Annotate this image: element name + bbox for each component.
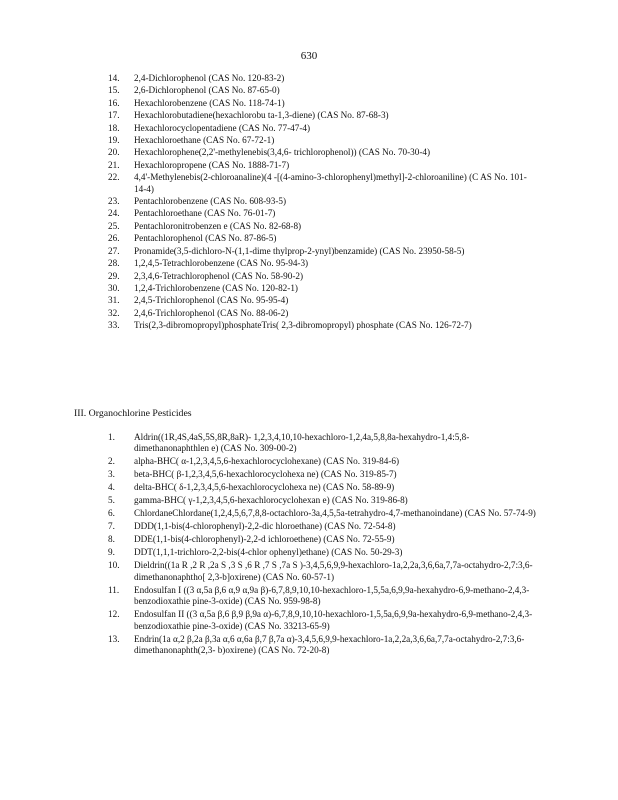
- list-item: [108, 123, 538, 134]
- list-item: [108, 147, 538, 158]
- list-item: [108, 521, 540, 532]
- item-text: Hexachlorobenzene (CAS No. 118-74-1): [134, 97, 285, 108]
- item-number: 18.: [108, 122, 120, 133]
- item-number: 1.: [108, 432, 115, 442]
- item-text: Pronamide(3,5-dichloro-N-(1,1-dime thylprop-2-ynyl)benzamide) (CAS No. 23950-58-5): [134, 245, 465, 256]
- list-item: [108, 432, 540, 455]
- item-text: 2,3,4,6-Tetrachlorophenol (CAS No. 58-90-2): [134, 270, 304, 281]
- item-text: Hexachlorocyclopentadiene (CAS No. 77-47-4): [134, 122, 311, 133]
- list-item: [108, 258, 538, 269]
- item-text: 1,2,4,5-Tetrachlorobenzene (CAS No. 95-94-3): [134, 258, 309, 269]
- item-number: 33.: [108, 320, 120, 331]
- list-item: [108, 560, 540, 583]
- item-text: Hexachloropropene (CAS No. 1888-71-7): [134, 159, 290, 170]
- list-item: [108, 208, 538, 219]
- item-number: 32.: [108, 307, 120, 318]
- item-text: 2,4,6-Trichlorophenol (CAS No. 88-06-2): [134, 307, 289, 318]
- item-number: 16.: [108, 97, 120, 108]
- item-number: 15.: [108, 85, 120, 96]
- list-item: [108, 508, 540, 519]
- item-text: Tris(2,3-dibromopropyl)phosphateTris( 2,3-dibromopropyl) phosphate (CAS No. 126-72-7): [134, 320, 472, 331]
- item-number: 28.: [108, 258, 120, 269]
- list-item: [108, 85, 538, 96]
- list-item: [108, 172, 538, 195]
- list-item: [108, 634, 540, 657]
- item-number: 22.: [108, 172, 120, 183]
- list-item: [108, 534, 540, 545]
- item-text: Endosulfan I ((3 α,5a β,6 α,9 α,9a β)-6,7,8,9,10,10-hexachloro-1,5,5a,6,9,9a-hexahydro-6,9-methano-2,4,3-benzodioxathie pine-3-oxide) (CAS No. 959-98-8): [134, 584, 530, 607]
- list-item: [108, 98, 538, 109]
- pesticide-list: [108, 432, 540, 658]
- item-text: beta-BHC( β-1,2,3,4,5,6-hexachlorocyclohexa ne) (CAS No. 319-85-7): [134, 469, 397, 480]
- item-number: 9.: [108, 547, 115, 558]
- item-number: 29.: [108, 270, 120, 281]
- item-number: 2.: [108, 456, 115, 467]
- item-number: 14.: [108, 73, 120, 83]
- item-text: gamma-BHC( γ-1,2,3,4,5,6-hexachlorocyclohexan e) (CAS No. 319-86-8): [134, 495, 408, 506]
- item-text: Pentachlorophenol (CAS No. 87-86-5): [134, 233, 277, 244]
- list-item: [108, 320, 538, 331]
- compound-list: [108, 73, 538, 333]
- list-item: [108, 160, 538, 171]
- item-number: 5.: [108, 495, 115, 506]
- item-number: 30.: [108, 282, 120, 293]
- item-number: 23.: [108, 196, 120, 207]
- item-number: 3.: [108, 469, 115, 480]
- item-text: Hexachlorobutadiene(hexachlorobu ta-1,3-diene) (CAS No. 87-68-3): [134, 110, 389, 121]
- item-text: DDD(1,1-bis(4-chlorophenyl)-2,2-dic hloroethane) (CAS No. 72-54-8): [134, 521, 396, 532]
- list-item: [108, 110, 538, 121]
- item-text: DDT(1,1,1-trichloro-2,2-bis(4-chlor ophenyl)ethane) (CAS No. 50-29-3): [134, 547, 403, 558]
- list-item: [108, 283, 538, 294]
- item-number: 25.: [108, 220, 120, 231]
- item-number: 10.: [108, 560, 120, 571]
- item-text: Dieldrin((1a R ,2 R ,2a S ,3 S ,6 R ,7 S ,7a S )-3,4,5,6,9,9-hexachloro-1a,2,2a,3,6,6a,7,7a-octahydro-2,7:3,6-dimethanonaphtho[ 2,3-b]oxirene) (CAS No. 60-57-1): [134, 560, 533, 582]
- item-text: ChlordaneChlordane(1,2,4,5,6,7,8,8-octachloro-3a,4,5,5a-tetrahydro-4,7-methanoindane) (CAS No. 57-74-9): [134, 508, 536, 519]
- item-number: 8.: [108, 534, 115, 545]
- item-text: delta-BHC( δ-1,2,3,4,5,6-hexachlorocyclohexa ne) (CAS No. 58-89-9): [134, 482, 395, 493]
- list-item: [108, 73, 538, 84]
- item-text: Pentachloroethane (CAS No. 76-01-7): [134, 208, 276, 219]
- item-text: Endrin(1a α,2 β,2a β,3a α,6 α,6a β,7 β,7a α)-3,4,5,6,9,9-hexachloro-1a,2,2a,3,6,6a,7,7a-octahydro-2,7:3,6-dimethanonaphth(2,3- b)oxirene) (CAS No. 72-20-8): [134, 633, 525, 656]
- item-number: 27.: [108, 245, 120, 256]
- item-number: 4.: [108, 482, 115, 493]
- item-text: Hexachlorophene(2,2'-methylenebis(3,4,6- trichlorophenol)) (CAS No. 70-30-4): [134, 147, 431, 158]
- item-number: 12.: [108, 609, 120, 620]
- item-text: 2,6-Dichlorophenol (CAS No. 87-65-0): [134, 85, 280, 96]
- item-number: 26.: [108, 233, 120, 244]
- item-number: 31.: [108, 295, 120, 306]
- list-item: [108, 135, 538, 146]
- item-text: Hexachloroethane (CAS No. 67-72-1): [134, 135, 275, 146]
- item-text: alpha-BHC( α-1,2,3,4,5,6-hexachlorocyclohexane) (CAS No. 319-84-6): [134, 456, 400, 467]
- item-number: 17.: [108, 110, 120, 121]
- section-title: III. Organochlorine Pesticides: [74, 408, 192, 419]
- item-text: 1,2,4-Trichlorobenzene (CAS No. 120-82-1): [134, 282, 298, 293]
- list-item: [108, 295, 538, 306]
- list-item: [108, 482, 540, 493]
- item-number: 20.: [108, 147, 120, 158]
- page-number: 630: [300, 50, 318, 62]
- item-number: 13.: [108, 633, 120, 644]
- list-item: [108, 308, 538, 319]
- item-number: 21.: [108, 159, 120, 170]
- item-text: Pentachloronitrobenzen e (CAS No. 82-68-8): [134, 220, 302, 231]
- list-item: [108, 609, 540, 632]
- list-item: [108, 221, 538, 232]
- item-number: 11.: [108, 584, 120, 595]
- item-number: 7.: [108, 521, 115, 532]
- item-text: Aldrin((1R,4S,4aS,5S,8R,8aR)- 1,2,3,4,10,10-hexachloro-1,2,4a,5,8,8a-hexahydro-1,4:5,8-dimethanonaphthlen e) (CAS No. 309-00-2): [134, 432, 470, 454]
- item-text: DDE(1,1-bis(4-chlorophenyl)-2,2-d ichloroethene) (CAS No. 72-55-9): [134, 534, 395, 545]
- list-item: [108, 585, 540, 608]
- list-item: [108, 271, 538, 282]
- list-item: [108, 246, 538, 257]
- item-text: 2,4-Dichlorophenol (CAS No. 120-83-2): [134, 73, 285, 83]
- item-number: 24.: [108, 208, 120, 219]
- list-item: [108, 495, 540, 506]
- item-number: 19.: [108, 135, 120, 146]
- item-text: Endosulfan II ((3 α,5a β,6 β,9 β,9a α)-6,7,8,9,10,10-hexachloro-1,5,5a,6,9,9a-hexahydro-6,9-methano-2,4,3-benzodioxathie pine-3-oxide) (CAS No. 33213-65-9): [134, 609, 533, 631]
- item-text: Pentachlorobenzene (CAS No. 608-93-5): [134, 196, 287, 207]
- list-item: [108, 233, 538, 244]
- item-number: 6.: [108, 508, 115, 519]
- list-item: [108, 469, 540, 480]
- list-item: [108, 196, 538, 207]
- list-item: [108, 547, 540, 558]
- item-text: 4,4'-Methylenebis(2-chloroanaline)(4 -[(4-amino-3-chlorophenyl)methyl]-2-chloroaniline) (C AS No. 101-14-4): [134, 172, 527, 194]
- list-item: [108, 456, 540, 467]
- item-text: 2,4,5-Trichlorophenol (CAS No. 95-95-4): [134, 295, 289, 306]
